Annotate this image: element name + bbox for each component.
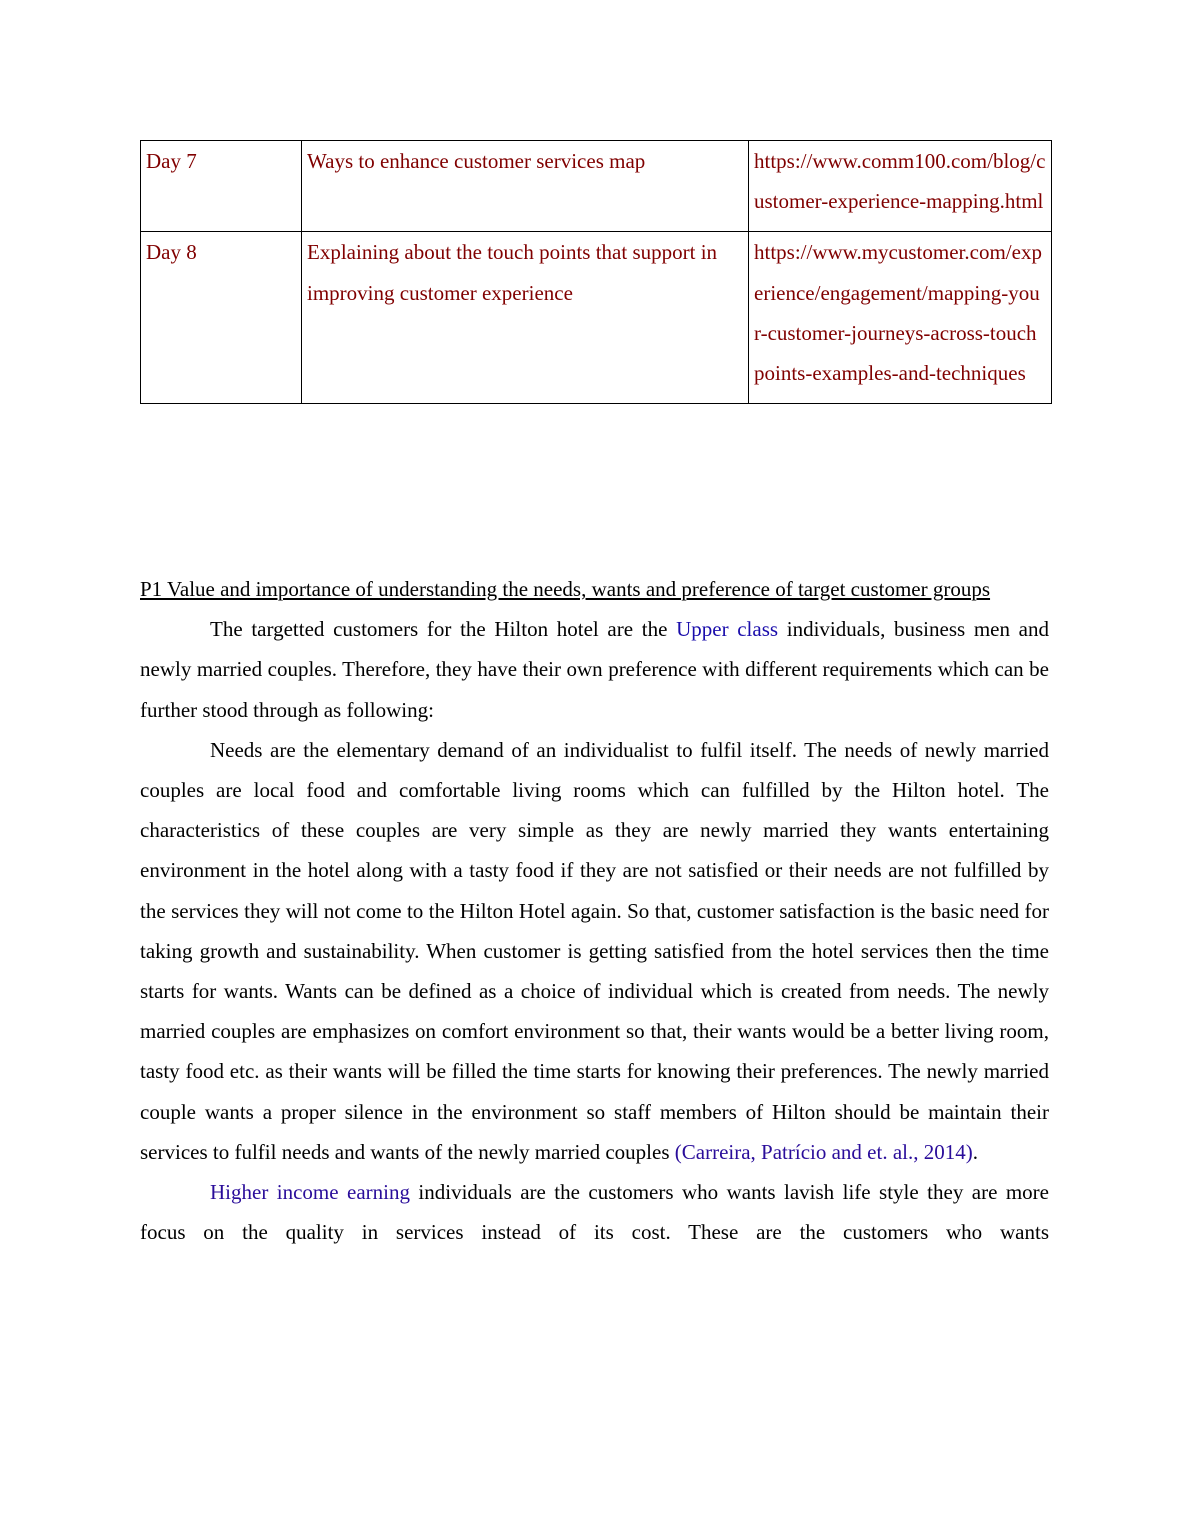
day-cell: Day 8 [141,232,302,404]
url-cell: https://www.comm100.com/blog/customer-experience-mapping.html [749,141,1052,232]
day-cell: Day 7 [141,141,302,232]
body-text [140,569,1049,1252]
section-heading [140,569,1049,609]
topic-cell: Explaining about the touch points that support in improving customer experience [302,232,749,404]
paragraph-higher-income [140,1172,1049,1252]
topic-cell: Ways to enhance customer services map [302,141,749,232]
citation-link[interactable]: (Carreira, Patrício and et. al., 2014) [674,1139,973,1164]
table-row [141,141,1052,232]
section-heading-text: P1 Value and importance of understanding the needs, wants and preference of target customer groups [140,577,991,601]
table-row [141,232,1052,404]
paragraph-end: . [972,1139,978,1164]
url-cell: https://www.mycustomer.com/experience/engagement/mapping-your-customer-journeys-across-touchpoints-examples-and-techniques [749,232,1052,404]
higher-income-link[interactable]: Higher income earning [210,1180,410,1205]
paragraph-text: individuals are the customers who wants lavish life style they are more focus on the quality in services instead of its cost. These are the customers who wants [140,1180,1049,1245]
paragraph-text: Needs are the elementary demand of an individualist to fulfil itself. The needs of newly married couples are local food and comfortable living rooms which can fulfilled by the Hilton hotel. The characteristics of these couples are very simple as they are newly married they wants entertaining environment in the hotel along with a tasty food if they are not satisfied or their needs are not fulfilled by the services they will not come to the Hilton Hotel again. So that, customer satisfaction is the basic need for taking growth and sustainability. When customer is getting satisfied from the hotel services then the time starts for wants. Wants can be defined as a choice of individual which is created from needs. The newly married couples are emphasizes on comfort environment so that, their wants would be a better living room, tasty food etc. as their wants will be filled the time starts for knowing their preferences. The newly married couple wants a proper silence in the environment so staff members of Hilton should be maintain their services to fulfil needs and wants of the newly married couples [140,737,1049,1164]
schedule-table [140,140,1052,404]
paragraph-text: The targetted customers for the Hilton hotel are the [210,617,677,642]
paragraph-target-customers [140,609,1049,730]
paragraph-text: individuals, business men and newly married couples. Therefore, they have their own preference with different requirements which can be further stood through as following: [140,617,1050,722]
upper-class-link[interactable]: Upper class [676,617,779,642]
paragraph-needs [140,730,1049,1172]
